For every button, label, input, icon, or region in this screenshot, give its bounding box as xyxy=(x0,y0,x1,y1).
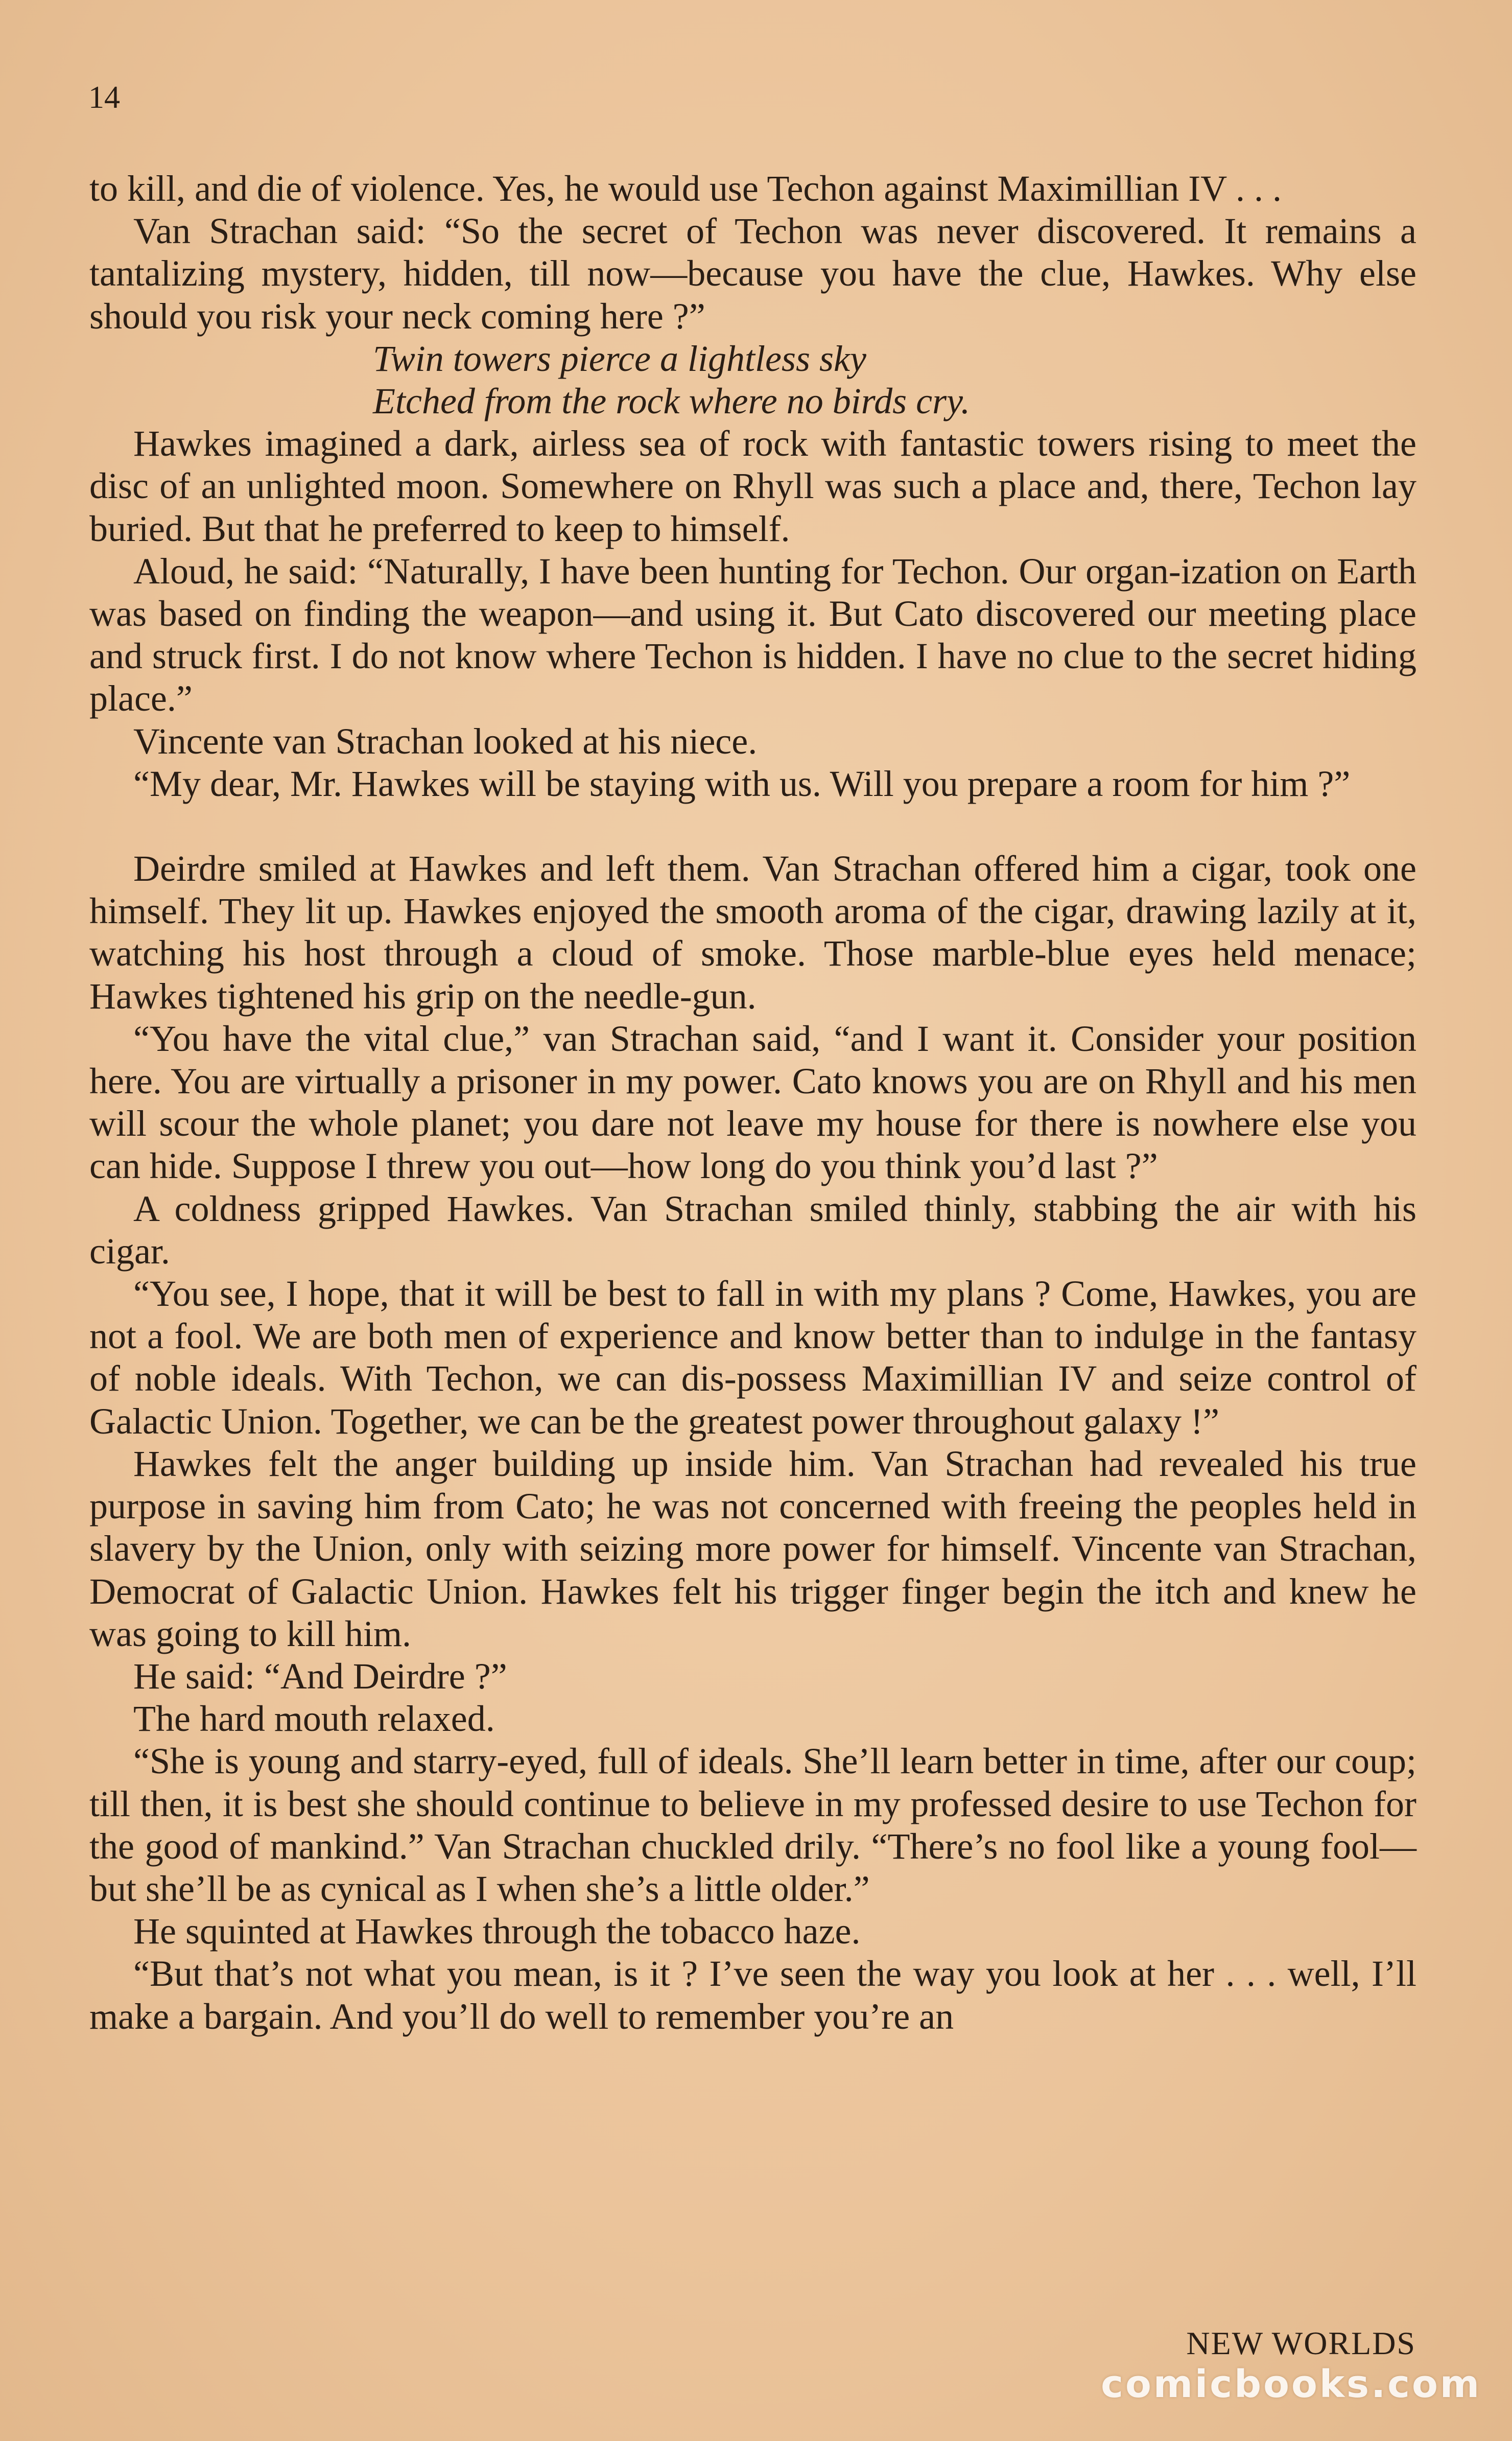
page-number: 14 xyxy=(88,80,120,115)
magazine-title-footer: NEW WORLDS xyxy=(1186,2325,1416,2361)
paragraph: Van Strachan said: “So the secret of Techon was never discovered. It remains a tantalizing mystery, hidden, till now—because you have the clue, Hawkes. Why else should you risk your neck coming here ?” xyxy=(89,210,1416,337)
paragraph: Vincente van Strachan looked at his niece. xyxy=(133,720,758,762)
paragraph: “But that’s not what you mean, is it ? I’ve seen the way you look at her . . . well, I’ll make a bargain. And you’ll do well to remember you’re an xyxy=(89,1953,1416,2037)
verse-line: Etched from the rock where no birds cry. xyxy=(373,381,971,422)
verse-line: Twin towers pierce a lightless sky xyxy=(373,338,866,379)
paragraph: He said: “And Deirdre ?” xyxy=(133,1655,507,1697)
paragraph: The hard mouth relaxed. xyxy=(133,1698,495,1740)
paragraph: Hawkes imagined a dark, airless sea of rock with fantastic towers rising to meet the disc of an unlighted moon. Somewhere on Rhyll was such a place and, there, Techon lay buried. But that he preferred to keep to himself. xyxy=(89,423,1416,549)
paragraph: “You see, I hope, that it will be best to fall in with my plans ? Come, Hawkes, you are not a fool. We are both men of experience and know better than to indulge in the fantasy of noble ideals. With Techon, we can dis-possess Maximillian IV and seize control of Galactic Union. Together, we can be the greatest power throughout galaxy !” xyxy=(89,1273,1416,1442)
watermark-logo: comicbooks.com xyxy=(1101,2362,1481,2406)
paragraph: A coldness gripped Hawkes. Van Strachan smiled thinly, stabbing the air with his cigar. xyxy=(89,1188,1416,1272)
paragraph: Hawkes felt the anger building up inside him. Van Strachan had revealed his true purpose in saving him from Cato; he was not concerned with freeing the peoples held in slavery by the Union, only with seizing more power for himself. Vincente van Strachan, Democrat of Galactic Union. Hawkes felt his trigger finger begin the itch and knew he was going to kill him. xyxy=(89,1443,1416,1654)
section-break xyxy=(89,805,1416,848)
paragraph: “She is young and starry-eyed, full of ideals. She’ll learn better in time, after our coup; till then, it is best she should continue to believe in my professed desire to use Techon for the good of mankind.” Van Strachan chuckled drily. “There’s no fool like a young fool—but she’ll be as cynical as I when she’s a little older.” xyxy=(89,1741,1416,1909)
story-text xyxy=(89,168,1416,2038)
paragraph: Deirdre smiled at Hawkes and left them. Van Strachan offered him a cigar, took one himself. They lit up. Hawkes enjoyed the smooth aroma of the cigar, drawing lazily at it, watching his host through a cloud of smoke. Those marble-blue eyes held menace; Hawkes tightened his grip on the needle-gun. xyxy=(89,848,1416,1017)
paragraph: Aloud, he said: “Naturally, I have been hunting for Techon. Our organ-ization on Earth was based on finding the weapon—and using it. But Cato discovered our meeting place and struck first. I do not know where Techon is hidden. I have no clue to the secret hiding place.” xyxy=(89,550,1416,719)
paragraph: He squinted at Hawkes through the tobacco haze. xyxy=(133,1911,861,1952)
paragraph: “My dear, Mr. Hawkes will be staying with us. Will you prepare a room for him ?” xyxy=(133,763,1351,804)
paragraph: to kill, and die of violence. Yes, he would use Techon against Maximillian IV . . . xyxy=(89,168,1282,209)
paragraph: “You have the vital clue,” van Strachan said, “and I want it. Consider your position here. You are virtually a prisoner in my power. Cato knows you are on Rhyll and his men will scour the whole planet; you dare not leave my house for there is nowhere else you can hide. Suppose I threw you out—how long do you think you’d last ?” xyxy=(89,1018,1416,1187)
